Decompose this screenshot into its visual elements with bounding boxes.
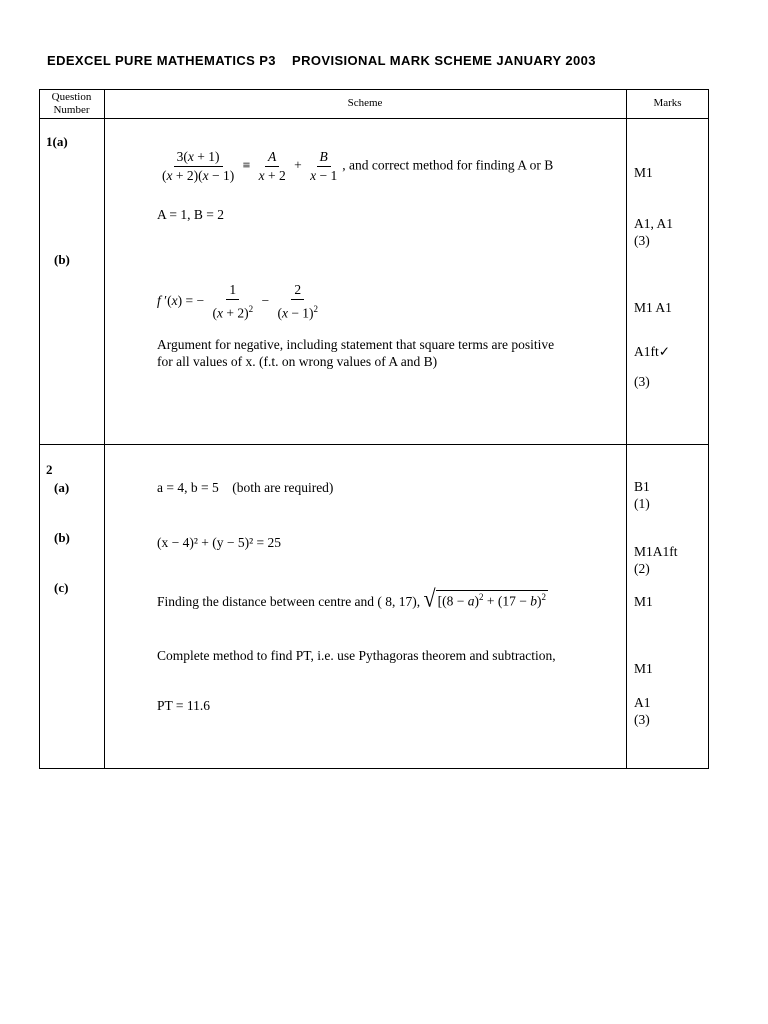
distance-formula: √ [$(8 - a)^2 + (17 - b)^2$ bbox=[423, 584, 546, 613]
header-row-divider bbox=[39, 118, 709, 119]
question-2a-label: (a) bbox=[54, 480, 70, 495]
a-b-values-q2: a = 4, b = 5 (both are required) bbox=[157, 480, 334, 495]
distance-text: Finding the distance between centre and ( 8, 17), √ [$(8 - a)^2 + (17 - b)^2$ bbox=[157, 584, 546, 613]
marks-header: Marks bbox=[653, 97, 682, 109]
partial-fraction-identity: $\frac{3(x + 1)}{(x + 2)(x - 1)}$ ≡ $\frac{A}{x + 2}$ + $\frac{B}{x - 1}$ , and correct method for finding A or B bbox=[162, 149, 554, 183]
mark-a1: A1 bbox=[634, 695, 651, 710]
argument-line-1: Argument for negative, including statement that square terms are positive bbox=[157, 337, 555, 352]
question-2c-label: (c) bbox=[54, 580, 69, 595]
question-1a-label: 1(a) bbox=[46, 134, 68, 149]
partial-fraction-method-text: , and correct method for finding A or B bbox=[342, 157, 554, 173]
mark-a1-a1: A1, A1 bbox=[634, 216, 674, 231]
column-divider bbox=[626, 89, 627, 769]
mark-total: (1) bbox=[634, 496, 650, 511]
mark-total: (2) bbox=[634, 561, 650, 576]
header-left: EDEXCEL PURE MATHEMATICS P3 bbox=[47, 53, 276, 68]
mark-b1: B1 bbox=[634, 479, 650, 494]
mark-m1: M1 bbox=[634, 594, 653, 609]
page-header bbox=[47, 53, 596, 68]
question-number-header: Question Number bbox=[51, 91, 92, 116]
column-divider bbox=[104, 89, 105, 769]
mark-m1: M1 bbox=[634, 165, 653, 180]
mark-total: (3) bbox=[634, 712, 650, 727]
mark-total: (3) bbox=[634, 374, 650, 389]
derivative-expression: f ′(x) = − $\frac{1}{(x + 2)^2}$ − $\frac{2}{(x - 1)^2}$ bbox=[157, 282, 319, 321]
question-2b-label: (b) bbox=[54, 530, 70, 545]
circle-equation: (x − 4)² + (y − 5)² = 25 bbox=[157, 535, 282, 550]
pt-result: PT = 11.6 bbox=[157, 698, 210, 713]
mark-scheme-table bbox=[39, 89, 709, 769]
question-2-label: 2 bbox=[46, 462, 53, 477]
mark-total: (3) bbox=[634, 233, 650, 248]
mark-a1ft: A1ft✓ bbox=[634, 344, 671, 359]
header-right: PROVISIONAL MARK SCHEME JANUARY 2003 bbox=[292, 53, 596, 68]
row-divider bbox=[39, 444, 709, 445]
question-1b-label: (b) bbox=[54, 252, 70, 267]
mark-m1: M1 bbox=[634, 661, 653, 676]
mark-m1a1ft: M1A1ft bbox=[634, 544, 678, 559]
argument-line-2: for all values of x. (f.t. on wrong values of A and B) bbox=[157, 354, 438, 369]
method-text: Complete method to find PT, i.e. use Pythagoras theorem and subtraction, bbox=[157, 648, 556, 663]
scheme-header: Scheme bbox=[347, 97, 383, 109]
a-b-values: A = 1, B = 2 bbox=[157, 207, 224, 222]
mark-m1-a1: M1 A1 bbox=[634, 300, 672, 315]
